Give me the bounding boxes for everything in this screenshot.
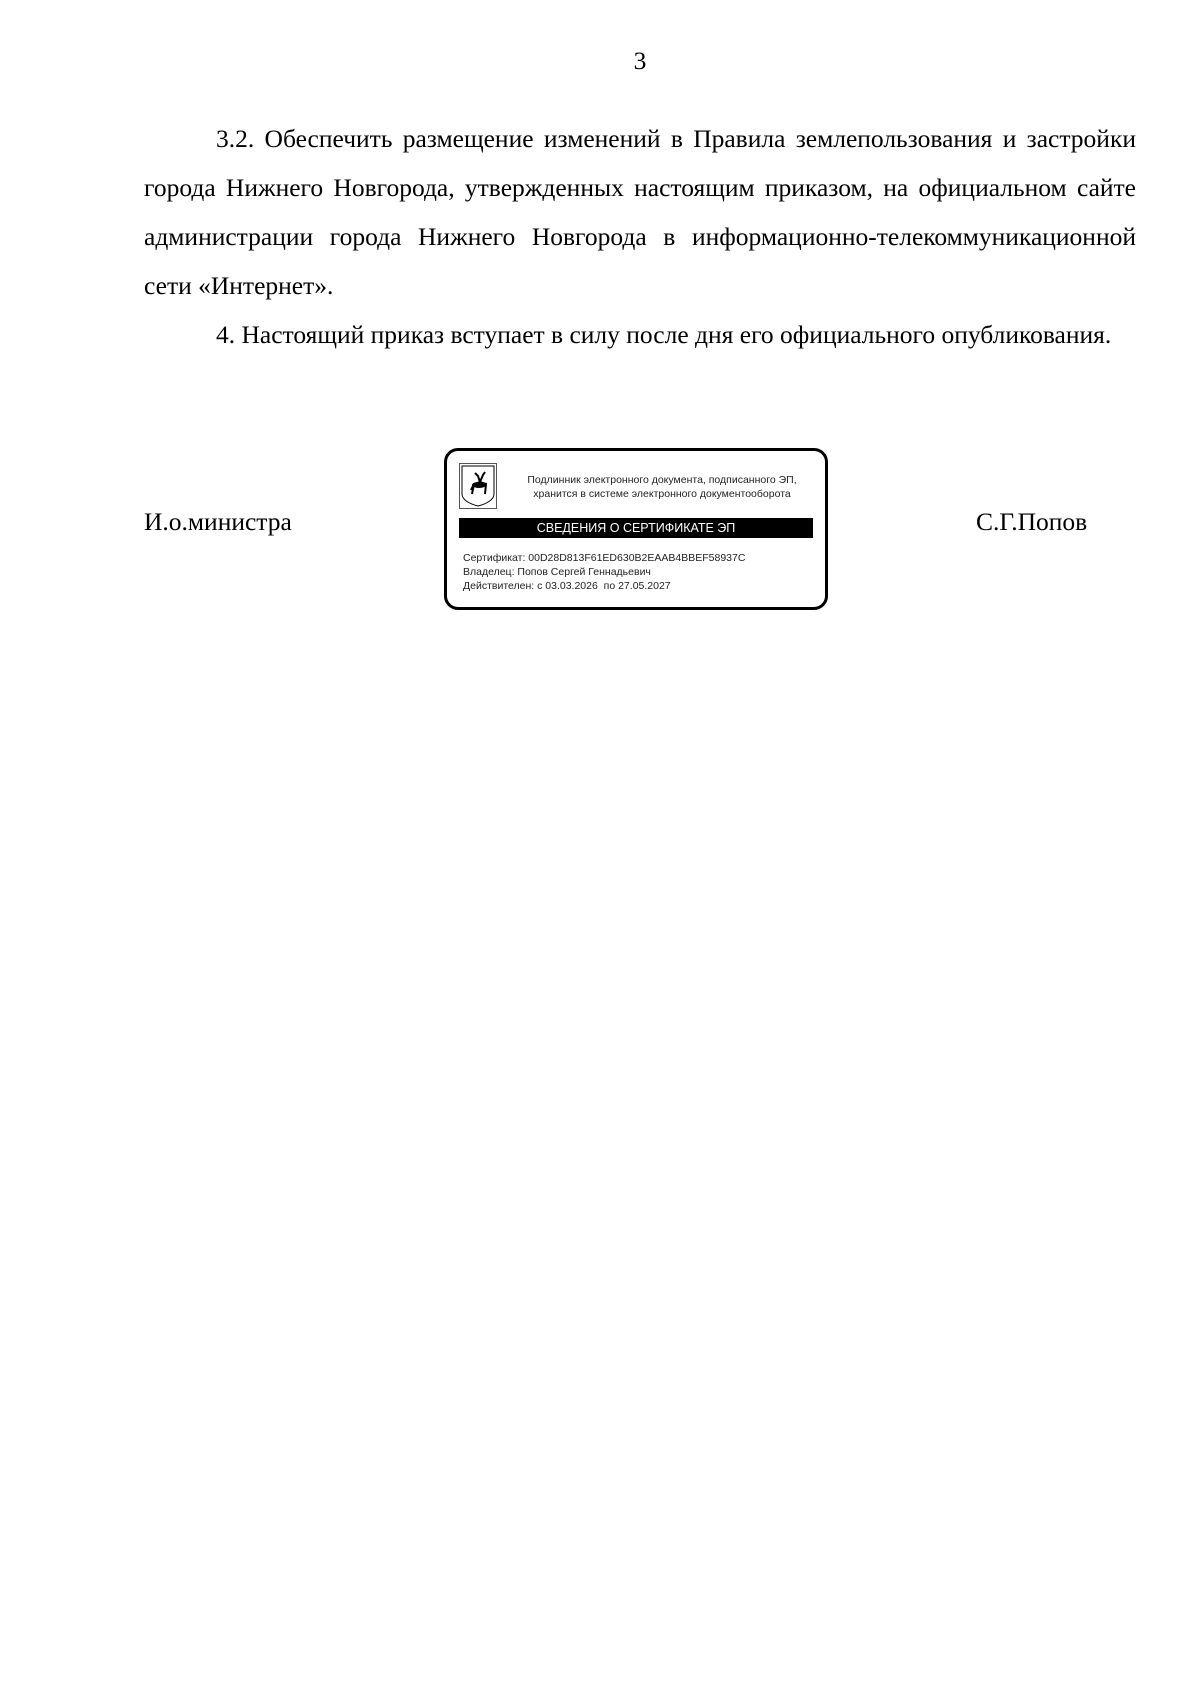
certificate-owner: Владелец: Попов Сергей Геннадьевич xyxy=(463,566,651,578)
certificate-info xyxy=(463,551,745,593)
paragraph-3-2: 3.2. Обеспечить размещение изменений в Правила землепользования и застройки города Нижнего Новгорода, утвержденных настоящим приказом, на официальном сайте администрации города Нижнего Новгорода в информационно-телекоммуникационной сети «Интернет». xyxy=(144,124,1136,300)
signatory-name: С.Г.Попов xyxy=(976,507,1088,536)
stamp-header xyxy=(507,473,817,501)
page-number: 3 xyxy=(633,46,647,75)
certificate-validity: Действителен: с 03.03.2026 по 27.05.2027 xyxy=(463,580,671,592)
e-signature-stamp xyxy=(444,448,828,610)
stamp-header-line: Подлинник электронного документа, подписанного ЭП, xyxy=(527,474,797,486)
stamp-title: СВЕДЕНИЯ О СЕРТИФИКАТЕ ЭП xyxy=(459,518,813,538)
coat-of-arms-icon xyxy=(459,463,497,509)
certificate-number: Сертификат: 00D28D813F61ED630B2EAAB4BBEF58937C xyxy=(463,552,746,564)
signatory-position: И.о.министра xyxy=(144,507,292,536)
stamp-header-line: хранится в системе электронного документооборота xyxy=(533,488,791,500)
paragraph-4: 4. Настоящий приказ вступает в силу после дня его официального опубликования. xyxy=(216,320,1112,349)
document-body xyxy=(144,114,1136,359)
